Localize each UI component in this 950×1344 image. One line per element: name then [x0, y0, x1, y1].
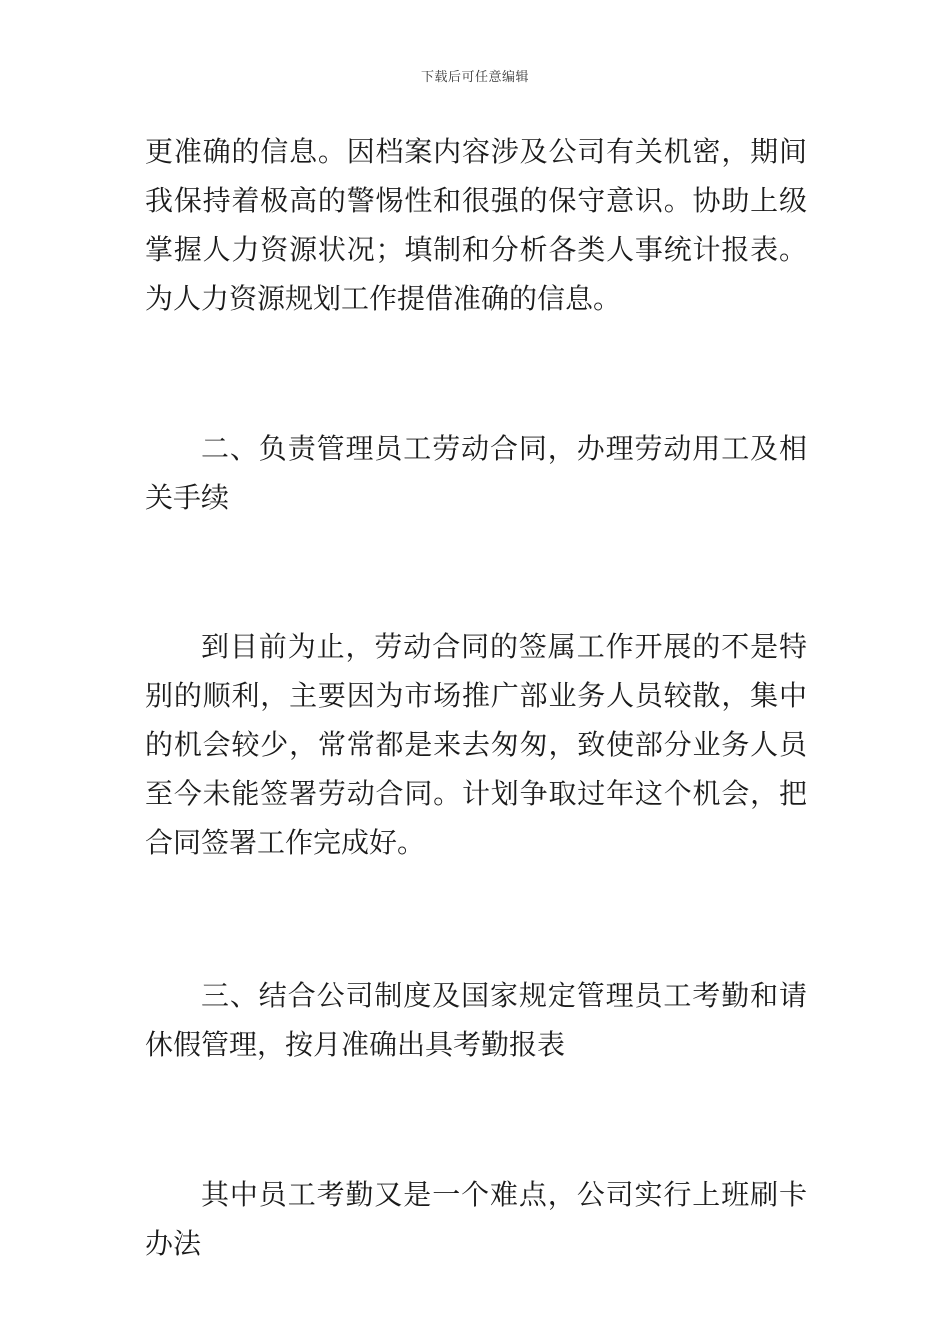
- paragraph-attendance-difficulty: 其中员工考勤又是一个难点，公司实行上班刷卡办法: [145, 1178, 807, 1260]
- section-heading-attendance: 三、结合公司制度及国家规定管理员工考勤和请休假管理，按月准确出具考勤报表: [145, 979, 807, 1061]
- paragraph-archive-confidentiality: 更准确的信息。因档案内容涉及公司有关机密，期间我保持着极高的警惕性和很强的保守意识。协助上级掌握人力资源状况；填制和分析各类人事统计报表。为人力资源规划工作提借准确的信息。: [145, 135, 807, 315]
- page-header: 下载后可任意编辑: [420, 70, 529, 85]
- paragraph-contract-signing: 到目前为止，劳动合同的签属工作开展的不是特别的顺利，主要因为市场推广部业务人员较散，集中的机会较少，常常都是来去匆匆，致使部分业务人员至今未能签署劳动合同。计划争取过年这个机会，把合同签署工作完成好。: [145, 630, 807, 859]
- section-heading-labor-contracts: 二、负责管理员工劳动合同，办理劳动用工及相关手续: [145, 432, 807, 514]
